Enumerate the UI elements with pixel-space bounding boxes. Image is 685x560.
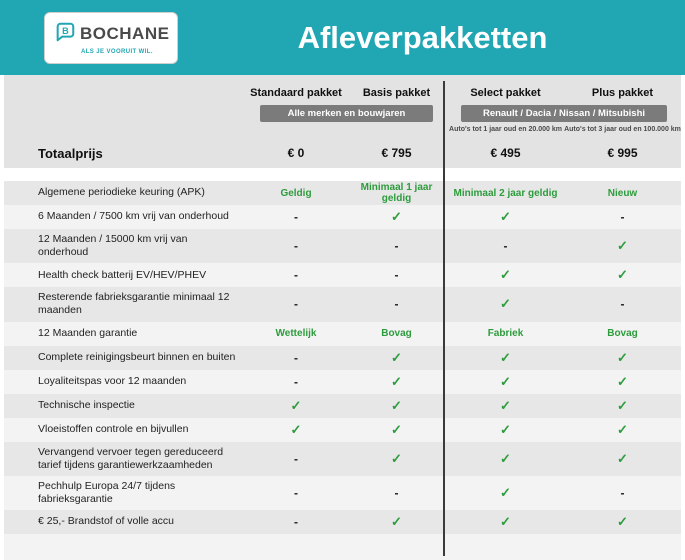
row-label: € 25,- Brandstof of volle accu bbox=[38, 515, 174, 528]
not-included-mark: - bbox=[620, 485, 625, 500]
row-label: 6 Maanden / 7500 km vrij van onderhoud bbox=[38, 210, 229, 223]
check-icon: ✓ bbox=[500, 484, 511, 500]
check-icon: ✓ bbox=[500, 514, 511, 529]
table-row bbox=[4, 287, 681, 321]
not-included-mark: - bbox=[394, 485, 399, 500]
check-icon: ✓ bbox=[500, 267, 511, 283]
logo-row bbox=[54, 21, 177, 48]
not-included-mark: - bbox=[294, 374, 298, 389]
value-text: Bovag bbox=[381, 328, 412, 339]
check-icon: ✓ bbox=[391, 349, 402, 365]
check-icon: ✓ bbox=[500, 421, 511, 437]
row-label: Technische inspectie bbox=[38, 398, 135, 411]
not-included-mark: - bbox=[294, 210, 298, 224]
row-label: Resterende fabrieksgarantie minimaal 12 maanden bbox=[38, 291, 230, 317]
not-included-mark: - bbox=[620, 210, 625, 224]
badge-all-brands: Alle merken en bouwjaren bbox=[260, 105, 433, 122]
column-header-select: Select pakket bbox=[470, 87, 541, 99]
check-icon: ✓ bbox=[617, 514, 628, 529]
check-icon: ✓ bbox=[617, 238, 628, 254]
row-label: Pechhulp Europa 24/7 tijdens fabrieksgarantie bbox=[38, 479, 176, 505]
check-icon: ✓ bbox=[290, 421, 302, 437]
table-row bbox=[4, 263, 681, 287]
page-title: Afleverpakketten bbox=[297, 19, 548, 55]
row-label: Health check batterij EV/HEV/PHEV bbox=[38, 268, 207, 281]
check-icon: ✓ bbox=[617, 421, 628, 437]
not-included-mark: - bbox=[294, 485, 298, 500]
packages-table bbox=[4, 75, 681, 560]
value-text: Fabriek bbox=[487, 328, 524, 339]
svg-text:B: B bbox=[62, 25, 69, 36]
value-text: Bovag bbox=[607, 328, 638, 339]
group-badges-row bbox=[4, 105, 681, 122]
check-icon: ✓ bbox=[617, 397, 628, 413]
check-icon: ✓ bbox=[391, 421, 402, 437]
total-price-row bbox=[4, 138, 681, 168]
table-row bbox=[4, 510, 681, 534]
logo-tagline: ALS JE VOORUIT WIL. bbox=[81, 48, 153, 55]
price-standaard: € 0 bbox=[287, 146, 305, 160]
not-included-mark: - bbox=[503, 239, 508, 254]
corner-cell bbox=[4, 83, 246, 105]
not-included-mark: - bbox=[294, 268, 298, 283]
check-icon: ✓ bbox=[500, 373, 511, 389]
row-label: Vloeistoffen controle en bijvullen bbox=[38, 422, 189, 435]
check-icon: ✓ bbox=[500, 209, 511, 224]
price-basis: € 795 bbox=[381, 146, 412, 160]
row-label: Vervangend vervoer tegen gereduceerd tarief tijdens garantiewerkzaamheden bbox=[38, 445, 224, 471]
check-icon: ✓ bbox=[617, 349, 628, 365]
check-icon: ✓ bbox=[500, 296, 511, 312]
feature-rows bbox=[4, 181, 681, 560]
not-included-mark: - bbox=[394, 297, 399, 312]
value-text: Wettelijk bbox=[275, 328, 317, 339]
table-row bbox=[4, 229, 681, 263]
row-label: Algemene periodieke keuring (APK) bbox=[38, 186, 205, 199]
table-row bbox=[4, 346, 681, 370]
price-select: € 495 bbox=[490, 146, 521, 160]
check-icon: ✓ bbox=[391, 450, 402, 466]
value-text: Geldig bbox=[280, 187, 312, 199]
not-included-mark: - bbox=[394, 268, 399, 283]
subnote-select: Auto's tot 1 jaar oud en 20.000 km bbox=[449, 126, 562, 133]
table-row bbox=[4, 322, 681, 346]
row-label: 12 Maanden / 15000 km vrij van onderhoud bbox=[38, 233, 188, 259]
bochane-logo bbox=[44, 12, 178, 64]
not-included-mark: - bbox=[294, 297, 298, 312]
check-icon: ✓ bbox=[391, 209, 402, 224]
column-header-plus: Plus pakket bbox=[591, 87, 654, 99]
badge-brand-list: Renault / Dacia / Nissan / Mitsubishi bbox=[461, 105, 667, 122]
group-divider bbox=[443, 81, 445, 556]
not-included-mark: - bbox=[294, 239, 298, 254]
value-text: Nieuw bbox=[607, 187, 638, 199]
column-header-standaard: Standaard pakket bbox=[250, 87, 342, 99]
check-icon: ✓ bbox=[391, 514, 402, 529]
row-label: Loyaliteitspas voor 12 maanden bbox=[38, 374, 187, 387]
check-icon: ✓ bbox=[391, 373, 402, 389]
empty-row bbox=[4, 534, 681, 560]
column-headers-row bbox=[4, 83, 681, 105]
table-row bbox=[4, 476, 681, 510]
subnote-plus: Auto's tot 3 jaar oud en 100.000 km bbox=[564, 126, 681, 133]
table-row bbox=[4, 442, 681, 476]
table-row bbox=[4, 181, 681, 205]
header-body-gap bbox=[4, 168, 681, 181]
check-icon: ✓ bbox=[500, 397, 511, 413]
not-included-mark: - bbox=[294, 350, 298, 365]
table-row bbox=[4, 205, 681, 229]
bochane-bubble-icon bbox=[54, 21, 76, 48]
page-header bbox=[0, 0, 685, 75]
not-included-mark: - bbox=[620, 297, 625, 312]
not-included-mark: - bbox=[394, 239, 399, 254]
check-icon: ✓ bbox=[500, 349, 511, 365]
table-row bbox=[4, 370, 681, 394]
check-icon: ✓ bbox=[617, 373, 628, 389]
total-price-label: Totaalprijs bbox=[38, 145, 103, 161]
row-label: 12 Maanden garantie bbox=[38, 326, 138, 339]
check-icon: ✓ bbox=[391, 397, 402, 413]
price-plus: € 995 bbox=[607, 146, 638, 160]
subnotes-row bbox=[4, 122, 681, 138]
value-text: Minimaal 1 jaar geldig bbox=[360, 182, 433, 204]
value-text: Minimaal 2 jaar geldig bbox=[453, 187, 558, 199]
column-header-basis: Basis pakket bbox=[362, 87, 431, 99]
logo-text: BOCHANE bbox=[80, 24, 170, 43]
not-included-mark: - bbox=[294, 515, 298, 529]
check-icon: ✓ bbox=[617, 450, 628, 466]
check-icon: ✓ bbox=[617, 267, 628, 283]
row-label: Complete reinigingsbeurt binnen en buiten bbox=[38, 350, 236, 363]
check-icon: ✓ bbox=[500, 450, 511, 466]
not-included-mark: - bbox=[294, 451, 298, 466]
table-row bbox=[4, 394, 681, 418]
check-icon: ✓ bbox=[290, 397, 302, 413]
table-header-band bbox=[4, 75, 681, 168]
table-row bbox=[4, 418, 681, 442]
